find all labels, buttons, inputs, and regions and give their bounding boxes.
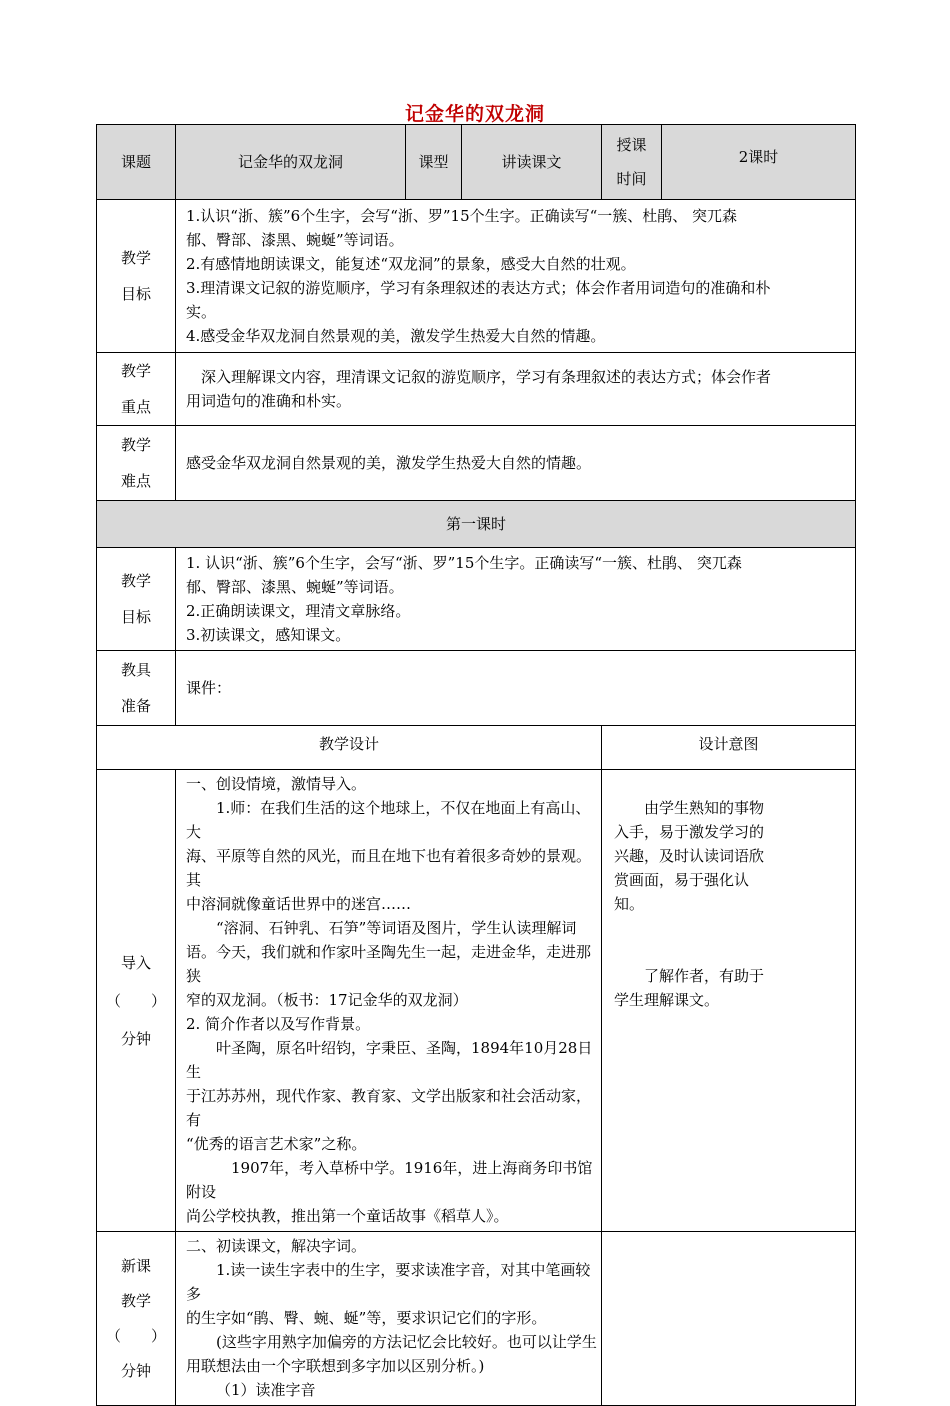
new-lesson-line: 的生字如“鹃、臀、蜿、蜒”等，要求识记它们的字形。 <box>186 1309 547 1327</box>
first-lesson-heading: 第一课时 <box>97 501 856 548</box>
difficulties-label-line-2: 难点 <box>120 472 151 490</box>
new-lesson-row <box>97 1232 856 1406</box>
intro-line: 2. 简介作者以及写作背景。 <box>186 1015 371 1033</box>
intro-line: 于江苏苏州，现代作家、教育家、文学出版家和社会活动家，有 <box>186 1087 592 1129</box>
new-lesson-content <box>176 1232 602 1406</box>
first-lesson-goals-content <box>176 548 856 651</box>
goals-line: 郁、臀部、漆黑、蜿蜒”等词语。 <box>186 231 404 249</box>
time-value: 2课时 <box>662 125 856 200</box>
new-lesson-line: 1.读一读生字表中的生字，要求读准字音，对其中笔画较多 <box>186 1261 591 1303</box>
tools-row <box>97 651 856 726</box>
intro-line: 1.师：在我们生活的这个地球上，不仅在地面上有高山、大 <box>186 799 591 841</box>
first-lesson-goal-line: 郁、臀部、漆黑、蜿蜒”等词语。 <box>186 578 404 596</box>
goals-label-line-1: 教学 <box>120 249 151 267</box>
first-lesson-goal-line: 1. 认识“浙、簇”6个生字，会写“浙、罗”15个生字。正确读写“一簇、杜鹃、 突兀森 <box>186 554 742 572</box>
goals-line: 3.理清课文记叙的游览顺序，学习有条理叙述的表达方式；体会作者用词造句的准确和朴 <box>186 279 771 297</box>
new-lesson-line: (这些字用熟字加偏旁的方法记忆会比较好。也可以让学生 <box>216 1333 597 1351</box>
topic-label: 课题 <box>97 125 176 200</box>
intro-content <box>176 770 602 1232</box>
time-label-line-2: 时间 <box>616 170 647 188</box>
intent-line: 入手，易于激发学习的 <box>614 823 765 841</box>
intro-line: “溶洞、石钟乳、石笋”等词语及图片，学生认读理解词 <box>216 919 577 937</box>
design-col-right: 设计意图 <box>602 726 856 770</box>
tools-label-line-1: 教具 <box>120 661 151 679</box>
intro-line: 尚公学校执教，推出第一个童话故事《稻草人》。 <box>186 1207 509 1225</box>
key-points-content <box>176 353 856 426</box>
key-points-label-line-1: 教学 <box>120 362 151 380</box>
difficulties-label <box>97 426 176 501</box>
intro-line: “优秀的语言艺术家”之称。 <box>186 1135 367 1153</box>
goals-line: 实。 <box>186 303 217 321</box>
new-lesson-line: 二、初读课文，解决字词。 <box>186 1237 367 1255</box>
design-col-left: 教学设计 <box>97 726 602 770</box>
intro-line: 语。今天，我们就和作家叶圣陶先生一起，走进金华，走进那狭 <box>186 943 592 985</box>
time-label <box>602 125 662 200</box>
intent-line: 学生理解课文。 <box>614 991 720 1009</box>
new-lesson-intent <box>602 1232 856 1406</box>
new-lesson-label-line-4: 分钟 <box>120 1361 151 1380</box>
first-lesson-goals-row <box>97 548 856 651</box>
intro-line: 中溶洞就像童话世界中的迷宫…… <box>186 895 412 913</box>
goals-label-line-2: 目标 <box>120 285 151 303</box>
first-lesson-goals-label-line-2: 目标 <box>120 608 151 626</box>
tools-label-line-2: 准备 <box>120 697 151 715</box>
design-header-row <box>97 726 856 770</box>
key-points-label-line-2: 重点 <box>120 398 151 416</box>
time-label-line-1: 授课 <box>616 136 647 154</box>
intent-line: 兴趣，及时认读词语欣 <box>614 847 765 865</box>
first-lesson-heading-row <box>97 501 856 548</box>
topic-value: 记金华的双龙洞 <box>176 125 406 200</box>
first-lesson-goals-label <box>97 548 176 651</box>
new-lesson-line: （1）读准字音 <box>216 1381 316 1399</box>
type-value: 讲读课文 <box>462 125 602 200</box>
intro-line: 叶圣陶，原名叶绍钧，字秉臣、圣陶，1894年10月28日生 <box>186 1039 593 1081</box>
type-label: 课型 <box>406 125 462 200</box>
first-lesson-goal-line: 2.正确朗读课文，理清文章脉络。 <box>186 602 411 620</box>
document-title: 记金华的双龙洞 <box>404 103 545 125</box>
intro-intent <box>602 770 856 1232</box>
intro-label-line-1: 导入 <box>120 953 151 972</box>
key-points-line: 深入理解课文内容，理清课文记叙的游览顺序，学习有条理叙述的表达方式；体会作者 <box>201 368 772 386</box>
key-points-label <box>97 353 176 426</box>
difficulties-row <box>97 426 856 501</box>
goals-line: 4.感受金华双龙洞自然景观的美，激发学生热爱大自然的情趣。 <box>186 327 606 345</box>
intent-line: 了解作者，有助于 <box>644 967 765 985</box>
intro-line: 窄的双龙洞。（板书：17记金华的双龙洞） <box>186 991 468 1009</box>
intent-line: 由学生熟知的事物 <box>644 799 765 817</box>
first-lesson-goals-label-line-1: 教学 <box>120 572 151 590</box>
intro-label-line-2: （ ） <box>105 991 166 1010</box>
tools-content: 课件： <box>176 651 856 726</box>
intent-line: 知。 <box>614 895 645 913</box>
goals-label <box>97 200 176 353</box>
intro-line: 1907年，考入草桥中学。1916年，进上海商务印书馆附设 <box>186 1159 593 1201</box>
intent-line: 赏画面，易于强化认 <box>614 871 750 889</box>
goals-content <box>176 200 856 353</box>
new-lesson-label-line-2: 教学 <box>120 1291 151 1310</box>
new-lesson-label <box>97 1232 176 1406</box>
first-lesson-goal-line: 3.初读课文，感知课文。 <box>186 626 351 644</box>
goals-row <box>97 200 856 353</box>
intro-line: 一、创设情境，激情导入。 <box>186 775 367 793</box>
new-lesson-line: 用联想法由一个字联想到多字加以区别分析。) <box>186 1357 485 1375</box>
intro-line: 海、平原等自然的风光，而且在地下也有着很多奇妙的景观。其 <box>186 847 592 889</box>
intro-label <box>97 770 176 1232</box>
goals-line: 2.有感情地朗读课文，能复述“双龙洞”的景象，感受大自然的壮观。 <box>186 255 636 273</box>
difficulties-label-line-1: 教学 <box>120 436 151 454</box>
key-points-line: 用词造句的准确和朴实。 <box>186 392 352 410</box>
intent-spacer <box>614 916 849 964</box>
intro-row <box>97 770 856 1232</box>
key-points-row <box>97 353 856 426</box>
tools-label <box>97 651 176 726</box>
lesson-plan-table <box>96 124 856 1406</box>
new-lesson-label-line-1: 新课 <box>120 1256 151 1275</box>
new-lesson-label-line-3: （ ） <box>105 1326 166 1345</box>
difficulties-content: 感受金华双龙洞自然景观的美，激发学生热爱大自然的情趣。 <box>176 426 856 501</box>
header-row <box>97 125 856 200</box>
intro-label-line-3: 分钟 <box>120 1029 151 1048</box>
goals-line: 1.认识“浙、簇”6个生字，会写“浙、罗”15个生字。正确读写“一簇、杜鹃、 突兀森 <box>186 207 738 225</box>
